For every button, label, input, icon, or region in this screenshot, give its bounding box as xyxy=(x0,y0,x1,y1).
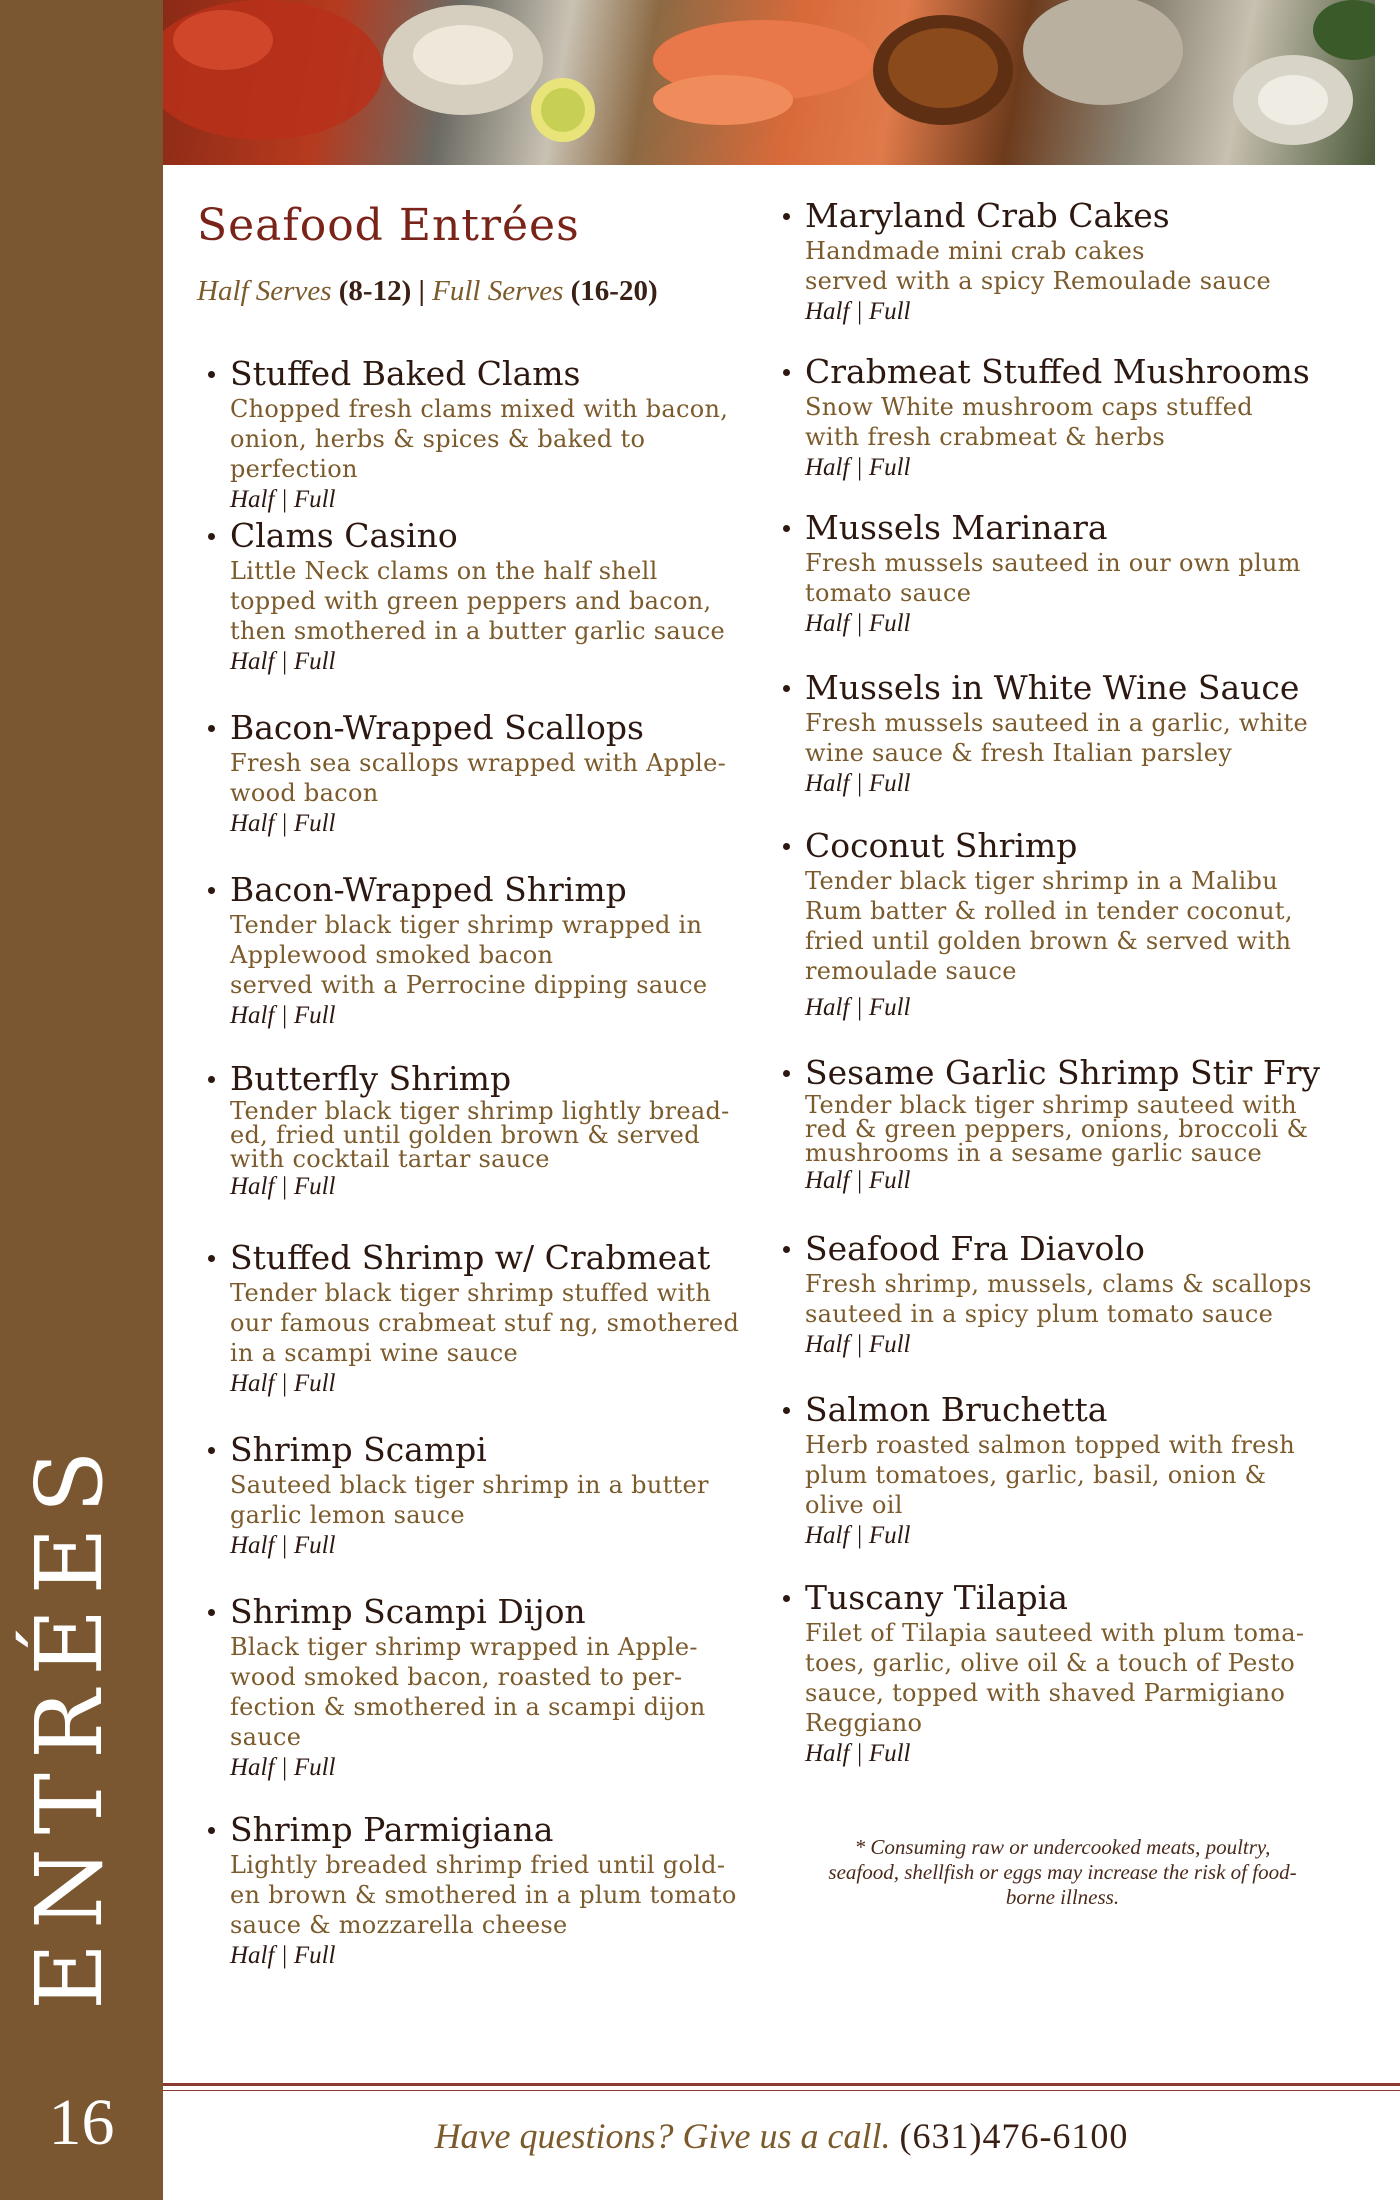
item-name: Mussels Marinara xyxy=(805,508,1345,548)
desc-line: sauce & mozzarella cheese xyxy=(230,1911,568,1939)
desc-line: toes, garlic, olive oil & a touch of Pesto xyxy=(805,1649,1295,1677)
desc-line: in a scampi wine sauce xyxy=(230,1339,519,1367)
item-description xyxy=(805,1269,1345,1329)
desc-line: Tender black tiger shrimp wrapped in xyxy=(230,911,703,939)
item-size-options: Half | Full xyxy=(805,994,911,1021)
disclaimer-line: borne illness. xyxy=(1005,1885,1120,1909)
item-description xyxy=(230,1850,770,1940)
item-size-options: Half | Full xyxy=(805,1740,911,1767)
item-description xyxy=(805,392,1345,452)
half-serves-label: Half Serves xyxy=(197,275,332,307)
desc-line: Filet of Tilapia sauteed with plum toma- xyxy=(805,1619,1305,1647)
serving-sizes xyxy=(197,275,658,308)
section-tab-label: ENTRÉES xyxy=(16,1436,123,2010)
menu-item xyxy=(805,668,1345,800)
desc-line: Black tiger shrimp wrapped in Apple- xyxy=(230,1633,698,1661)
desc-line: Lightly breaded shrimp fried until gold- xyxy=(230,1851,726,1879)
item-name: Butterfly Shrimp xyxy=(230,1059,770,1099)
item-size-options: Half | Full xyxy=(230,1532,336,1559)
item-name: Salmon Bruchetta xyxy=(805,1390,1345,1430)
item-description xyxy=(805,1430,1345,1520)
full-serves-count: (16-20) xyxy=(570,275,658,307)
menu-item xyxy=(805,352,1345,484)
item-description xyxy=(230,394,770,484)
desc-line: served with a spicy Remoulade sauce xyxy=(805,267,1271,295)
desc-line: Reggiano xyxy=(805,1709,923,1737)
item-name: Stuffed Baked Clams xyxy=(230,354,770,394)
page-number: 16 xyxy=(48,2086,115,2159)
menu-item xyxy=(805,1053,1345,1197)
item-name: Maryland Crab Cakes xyxy=(805,196,1345,236)
item-description xyxy=(230,556,770,646)
menu-item xyxy=(805,1229,1345,1361)
item-name: Shrimp Scampi xyxy=(230,1430,770,1470)
item-size-options: Half | Full xyxy=(230,1370,336,1397)
footer-question: Have questions? Give us a call. xyxy=(434,2116,891,2156)
item-name: Stuffed Shrimp w/ Crabmeat xyxy=(230,1238,770,1278)
footer-contact xyxy=(163,2115,1400,2157)
desc-line: sauteed in a spicy plum tomato sauce xyxy=(805,1300,1274,1328)
item-name: Tuscany Tilapia xyxy=(805,1578,1345,1618)
desc-line: wood bacon xyxy=(230,779,379,807)
seafood-illustration xyxy=(163,0,1375,165)
item-name: Bacon-Wrapped Scallops xyxy=(230,708,770,748)
item-description xyxy=(805,1618,1345,1738)
item-size-options: Half | Full xyxy=(230,810,336,837)
item-name: Mussels in White Wine Sauce xyxy=(805,668,1345,708)
desc-line: Fresh mussels sauteed in a garlic, white xyxy=(805,709,1308,737)
item-description xyxy=(805,236,1345,296)
item-description xyxy=(230,1470,770,1530)
page-title: Seafood Entrées xyxy=(197,200,580,251)
desc-line: Handmade mini crab cakes xyxy=(805,237,1145,265)
menu-item xyxy=(230,516,770,678)
desc-line: sauce xyxy=(230,1723,302,1751)
menu-item xyxy=(230,1059,770,1203)
menu-item xyxy=(230,1238,770,1400)
desc-line: Snow White mushroom caps stuffed xyxy=(805,393,1253,421)
menu-item xyxy=(230,1430,770,1562)
full-serves-label: Full Serves xyxy=(432,275,564,307)
desc-line: Fresh sea scallops wrapped with Apple- xyxy=(230,749,727,777)
item-size-options: Half | Full xyxy=(805,610,911,637)
desc-line: red & green peppers, onions, broccoli & xyxy=(805,1115,1309,1143)
menu-item xyxy=(230,354,770,516)
item-size-options: Half | Full xyxy=(230,1173,336,1200)
item-name: Shrimp Scampi Dijon xyxy=(230,1592,770,1632)
footer-divider xyxy=(163,2083,1400,2086)
desc-line: fried until golden brown & served with xyxy=(805,927,1292,955)
desc-line: tomato sauce xyxy=(805,579,972,607)
desc-line: Applewood smoked bacon xyxy=(230,941,554,969)
desc-line: garlic lemon sauce xyxy=(230,1501,465,1529)
item-description xyxy=(230,1099,770,1171)
item-description xyxy=(805,866,1345,986)
item-description xyxy=(230,748,770,808)
desc-line: mushrooms in a sesame garlic sauce xyxy=(805,1139,1262,1167)
seafood-banner-image xyxy=(163,0,1375,165)
item-description xyxy=(230,1278,770,1368)
item-size-options: Half | Full xyxy=(230,1002,336,1029)
item-size-options: Half | Full xyxy=(230,1942,336,1969)
desc-line: Tender black tiger shrimp in a Malibu xyxy=(805,867,1278,895)
item-size-options: Half | Full xyxy=(805,1522,911,1549)
menu-item xyxy=(230,1592,770,1784)
item-name: Crabmeat Stuffed Mushrooms xyxy=(805,352,1345,392)
item-size-options: Half | Full xyxy=(805,298,911,325)
serves-separator: | xyxy=(418,275,425,307)
menu-item xyxy=(805,826,1345,1024)
item-name: Shrimp Parmigiana xyxy=(230,1810,770,1850)
item-name: Clams Casino xyxy=(230,516,770,556)
item-description xyxy=(805,708,1345,768)
menu-item xyxy=(805,508,1345,640)
menu-item xyxy=(805,1578,1345,1770)
desc-line: Tender black tiger shrimp lightly bread- xyxy=(230,1097,730,1125)
item-name: Seafood Fra Diavolo xyxy=(805,1229,1345,1269)
menu-item xyxy=(805,1390,1345,1552)
item-size-options: Half | Full xyxy=(805,454,911,481)
half-serves-count: (8-12) xyxy=(338,275,412,307)
desc-line: with cocktail tartar sauce xyxy=(230,1145,550,1173)
desc-line: Sauteed black tiger shrimp in a butter xyxy=(230,1471,709,1499)
desc-line: then smothered in a butter garlic sauce xyxy=(230,617,725,645)
item-description xyxy=(230,910,770,1000)
desc-line: ed, fried until golden brown & served xyxy=(230,1121,700,1149)
desc-line: Little Neck clams on the half shell xyxy=(230,557,658,585)
desc-line: Rum batter & rolled in tender coconut, xyxy=(805,897,1293,925)
item-size-options: Half | Full xyxy=(805,1331,911,1358)
desc-line: Herb roasted salmon topped with fresh xyxy=(805,1431,1295,1459)
item-size-options: Half | Full xyxy=(805,1167,911,1194)
desc-line: Tender black tiger shrimp sauteed with xyxy=(805,1091,1297,1119)
item-description xyxy=(230,1632,770,1752)
desc-line: served with a Perrocine dipping sauce xyxy=(230,971,708,999)
desc-line: fection & smothered in a scampi dijon xyxy=(230,1693,706,1721)
menu-item xyxy=(805,196,1345,328)
item-name: Coconut Shrimp xyxy=(805,826,1345,866)
item-size-options: Half | Full xyxy=(805,770,911,797)
desc-line: remoulade sauce xyxy=(805,957,1017,985)
desc-line: olive oil xyxy=(805,1491,903,1519)
desc-line: sauce, topped with shaved Parmigiano xyxy=(805,1679,1286,1707)
desc-line: our famous crabmeat stuf ng, smothered xyxy=(230,1309,740,1337)
desc-line: Tender black tiger shrimp stuffed with xyxy=(230,1279,712,1307)
item-size-options: Half | Full xyxy=(230,1754,336,1781)
desc-line: Chopped fresh clams mixed with bacon, xyxy=(230,395,729,423)
item-size-options: Half | Full xyxy=(230,486,336,513)
item-name: Bacon-Wrapped Shrimp xyxy=(230,870,770,910)
desc-line: onion, herbs & spices & baked to perfection xyxy=(230,425,646,483)
menu-item xyxy=(230,870,770,1032)
menu-item xyxy=(230,708,770,840)
item-size-options: Half | Full xyxy=(230,648,336,675)
phone-number[interactable]: (631)476-6100 xyxy=(899,2116,1129,2156)
desc-line: plum tomatoes, garlic, basil, onion & xyxy=(805,1461,1267,1489)
disclaimer-line: * Consuming raw or undercooked meats, poultry, xyxy=(854,1835,1271,1859)
desc-line: with fresh crabmeat & herbs xyxy=(805,423,1165,451)
item-description xyxy=(805,1093,1345,1165)
desc-line: Fresh mussels sauteed in our own plum xyxy=(805,549,1301,577)
footer-divider-thin xyxy=(163,2090,1400,2091)
desc-line: en brown & smothered in a plum tomato xyxy=(230,1881,737,1909)
desc-line: topped with green peppers and bacon, xyxy=(230,587,712,615)
item-name: Sesame Garlic Shrimp Stir Fry xyxy=(805,1053,1345,1093)
food-safety-disclaimer xyxy=(800,1835,1325,1910)
desc-line: wine sauce & fresh Italian parsley xyxy=(805,739,1233,767)
menu-item xyxy=(230,1810,770,1972)
desc-line: wood smoked bacon, roasted to per- xyxy=(230,1663,683,1691)
sidebar-tab xyxy=(0,0,163,2200)
desc-line: Fresh shrimp, mussels, clams & scallops xyxy=(805,1270,1312,1298)
disclaimer-line: seafood, shellfish or eggs may increase the risk of food- xyxy=(828,1860,1297,1884)
item-description xyxy=(805,548,1345,608)
